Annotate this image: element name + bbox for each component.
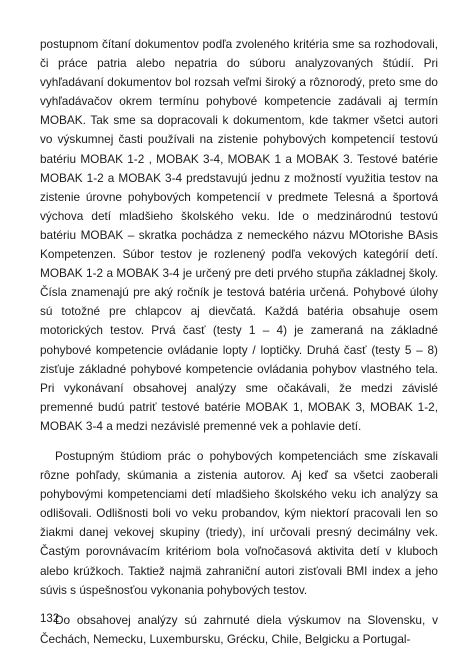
page-number: 132 xyxy=(40,613,60,625)
paragraph-2: Postupným štúdiom prác o pohybových kompetenciách sme získavali rôzne pohľady, skúmania a zistenia autorov. Aj keď sa všetci zaoberali pohybovými kompetenciami detí mladšieho školského veku ich analýzy sa odlišovali. Odlišnosti boli vo veku probandov, kým niektorí pracovali len so žiakmi danej vekovej skupiny (triedy), iní určovali presný decimálny vek. Častým porovnávacím kritériom bola voľnočasová aktivita detí v kluboch alebo krúžkoch. Taktiež najmä zahraniční autori zisťovali BMI index a jeho súvis s úspešnosťou vykonania pohybových testov. xyxy=(40,448,438,597)
paragraph-3: Do obsahovej analýzy sú zahrnuté diela výskumov na Slovensku, v Čechách, Nemecku, Luxembursku, Grécku, Chile, Belgicku a Portugal- xyxy=(40,612,438,646)
body-text xyxy=(40,35,438,649)
paragraph-1: postupnom čítaní dokumentov podľa zvoleného kritéria sme sa rozhodovali, či práce patria alebo nepatria do súboru analyzovaných štúdií. Pri vyhľadávaní dokumentov bol rozsah veľmi široký a rôznorodý, preto sme do vyhľadávačov okrem termínu pohybové kompetencie zadávali aj termín MOBAK. Tak sme sa dopracovali k dokumentom, kde takmer všetci autori vo výskumnej časti používali na zistenie pohybových kompetencií testovú batériu MOBAK 1-2 , MOBAK 3-4, MOBAK 1 a MOBAK 3. Testové batérie MOBAK 1-2 a MOBAK 3-4 predstavujú jednu z možností využitia testov na zistenie úrovne pohybových kompetencií v predmete Telesná a športová výchova detí mladšieho školského veku. Ide o medzinárodnú testovú batériu MOBAK – skratka pochádza z nemeckého názvu MOtorishe BAsis Kompetenzen. Súbor testov je rozlenený podľa vekových kategórií detí. MOBAK 1-2 a MOBAK 3-4 je určený pre deti prvého stupňa základnej školy. Čísla znamenajú pre aký ročník je testová batéria určená. Pohybové úlohy sú totožné pre chlapcov aj dievčatá. Každá batéria obsahuje osem motorických testov. Prvá časť (testy 1 – 4) je zameraná na základné pohybové kompetencie ovládanie lopty / loptičky. Druhá časť (testy 5 – 8) zisťuje základné pohybové kompetencie ovládania pohybov vlastného tela. Pri vykonávaní obsahovej analýzy sme očakávali, že medzi závislé premenné budú patriť testové batérie MOBAK 1, MOBAK 3, MOBAK 1-2, MOBAK 3-4 a medzi nezávislé premenné vek a pohlavie detí. xyxy=(40,37,438,433)
